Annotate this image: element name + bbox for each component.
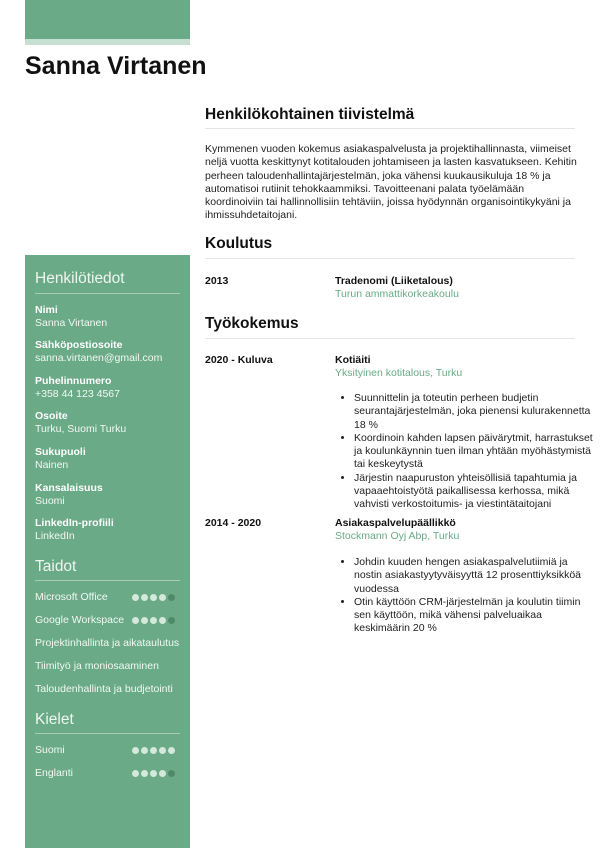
rating-dot-filled (150, 617, 157, 624)
skill-teamwork: Tiimityö ja moniosaaminen (35, 660, 159, 672)
field-value-linkedin[interactable]: LinkedIn (35, 530, 75, 542)
languages-divider (35, 733, 180, 734)
rating-dot-filled (132, 770, 139, 777)
personal-info-divider (35, 293, 180, 294)
skill-microsoft-office: Microsoft Office (35, 591, 108, 603)
field-value-nationality: Suomi (35, 495, 65, 507)
rating-dot-filled (159, 594, 166, 601)
field-value-name: Sanna Virtanen (35, 317, 108, 329)
field-value-address: Turku, Suomi Turku (35, 423, 127, 435)
skill-rating-microsoft-office (132, 594, 175, 601)
list-item: • Otin käyttöön CRM-järjestelmän ja koulutin tiimin sen käyttöön, mikä vähensi palveluaikaa keskimäärin 20 % (354, 596, 594, 636)
field-label-name: Nimi (35, 304, 58, 316)
language-finnish: Suomi (35, 744, 65, 756)
field-value-email[interactable]: sanna.virtanen@gmail.com (35, 352, 163, 364)
field-label-nationality: Kansalaisuus (35, 482, 103, 494)
education-divider (205, 258, 575, 259)
rating-dot-filled (150, 747, 157, 754)
job-employer-1: Yksityinen kotitalous, Turku (335, 367, 463, 379)
field-label-phone: Puhelinnumero (35, 375, 112, 387)
field-label-address: Osoite (35, 410, 68, 422)
candidate-name: Sanna Virtanen (25, 52, 207, 80)
skills-heading: Taidot (35, 558, 77, 575)
personal-info-heading: Henkilötiedot (35, 270, 125, 287)
experience-divider (205, 338, 575, 339)
field-value-phone: +358 44 123 4567 (35, 388, 120, 400)
rating-dot-filled (150, 594, 157, 601)
sidebar (25, 255, 190, 848)
list-item: • Suunnittelin ja toteutin perheen budjetin seurantajärjestelmän, joka pienensi kulurakennetta 18 % (354, 392, 594, 432)
education-heading: Koulutus (205, 235, 273, 252)
rating-dot-filled (141, 770, 148, 777)
rating-dot-filled (141, 747, 148, 754)
summary-text: Kymmenen vuoden kokemus asiakaspalvelusta ja projektihallinnasta, viimeiset neljä vuotta keskittynyt kotitalouden johtamiseen ja lasten kasvatukseen. Kehitin perheen taloudenhallintajärjestelmän, joka vähensi kuukausikuluja 18 % ja automatisoi rutiinit tehokkaammiksi. Tavoitteenani palata työelämään koordinoiviin tai hallinnollisiin tehtäviin, joissa hyödynnän organisointikykyäni ja ihmissuhdetaitojani. (205, 143, 577, 222)
skill-budgeting: Taloudenhallinta ja budjetointi (35, 683, 173, 695)
job-date-2: 2014 - 2020 (205, 517, 262, 529)
rating-dot-filled (150, 770, 157, 777)
header-accent-bar (25, 0, 190, 39)
rating-dot-filled (168, 747, 175, 754)
summary-heading: Henkilökohtainen tiivistelmä (205, 106, 415, 123)
experience-heading: Työkokemus (205, 315, 299, 332)
rating-dot-empty (168, 617, 175, 624)
skill-rating-google-workspace (132, 617, 175, 624)
rating-dot-filled (132, 747, 139, 754)
skill-google-workspace: Google Workspace (35, 614, 125, 626)
language-rating-finnish (132, 747, 175, 754)
rating-dot-empty (168, 594, 175, 601)
rating-dot-filled (141, 617, 148, 624)
rating-dot-empty (168, 770, 175, 777)
job-title-1: Kotiäiti (335, 354, 371, 366)
rating-dot-filled (141, 594, 148, 601)
summary-divider (205, 128, 575, 129)
skills-divider (35, 580, 180, 581)
language-rating-english (132, 770, 175, 777)
education-degree: Tradenomi (Liiketalous) (335, 275, 453, 287)
field-value-gender: Nainen (35, 459, 69, 471)
rating-dot-filled (159, 747, 166, 754)
skill-project-management: Projektinhallinta ja aikataulutus (35, 637, 180, 649)
languages-heading: Kielet (35, 711, 74, 728)
field-label-linkedin: LinkedIn-profiili (35, 517, 114, 529)
list-item: • Johdin kuuden hengen asiakaspalvelutiimiä ja nostin asiakastyytyväisyyttä 12 prosenttiyksikköä vuodessa (354, 556, 594, 596)
rating-dot-filled (159, 617, 166, 624)
field-label-email: Sähköpostiosoite (35, 339, 123, 351)
rating-dot-filled (132, 594, 139, 601)
language-english: Englanti (35, 767, 73, 779)
job-achievements-2 (340, 556, 594, 636)
list-item: • Koordinoin kahden lapsen päivärytmit, harrastukset ja koulunkäynnin tuen ilman yhtään myöhästymistä tai keskeytystä (354, 432, 594, 472)
list-item: • Järjestin naapuruston yhteisöllisiä tapahtumia ja vapaaehtoistyötä paikallisessa kerhossa, mikä vahvisti verkostoitumis- ja viestintätaitojani (354, 472, 594, 512)
education-date: 2013 (205, 275, 229, 287)
job-title-2: Asiakaspalvelupäällikkö (335, 517, 456, 529)
header-accent-stripe (25, 39, 190, 45)
education-school: Turun ammattikorkeakoulu (335, 288, 459, 300)
rating-dot-filled (159, 770, 166, 777)
job-employer-2: Stockmann Oyj Abp, Turku (335, 530, 460, 542)
job-achievements-1 (340, 392, 594, 512)
job-date-1: 2020 - Kuluva (205, 354, 273, 366)
rating-dot-filled (132, 617, 139, 624)
field-label-gender: Sukupuoli (35, 446, 86, 458)
